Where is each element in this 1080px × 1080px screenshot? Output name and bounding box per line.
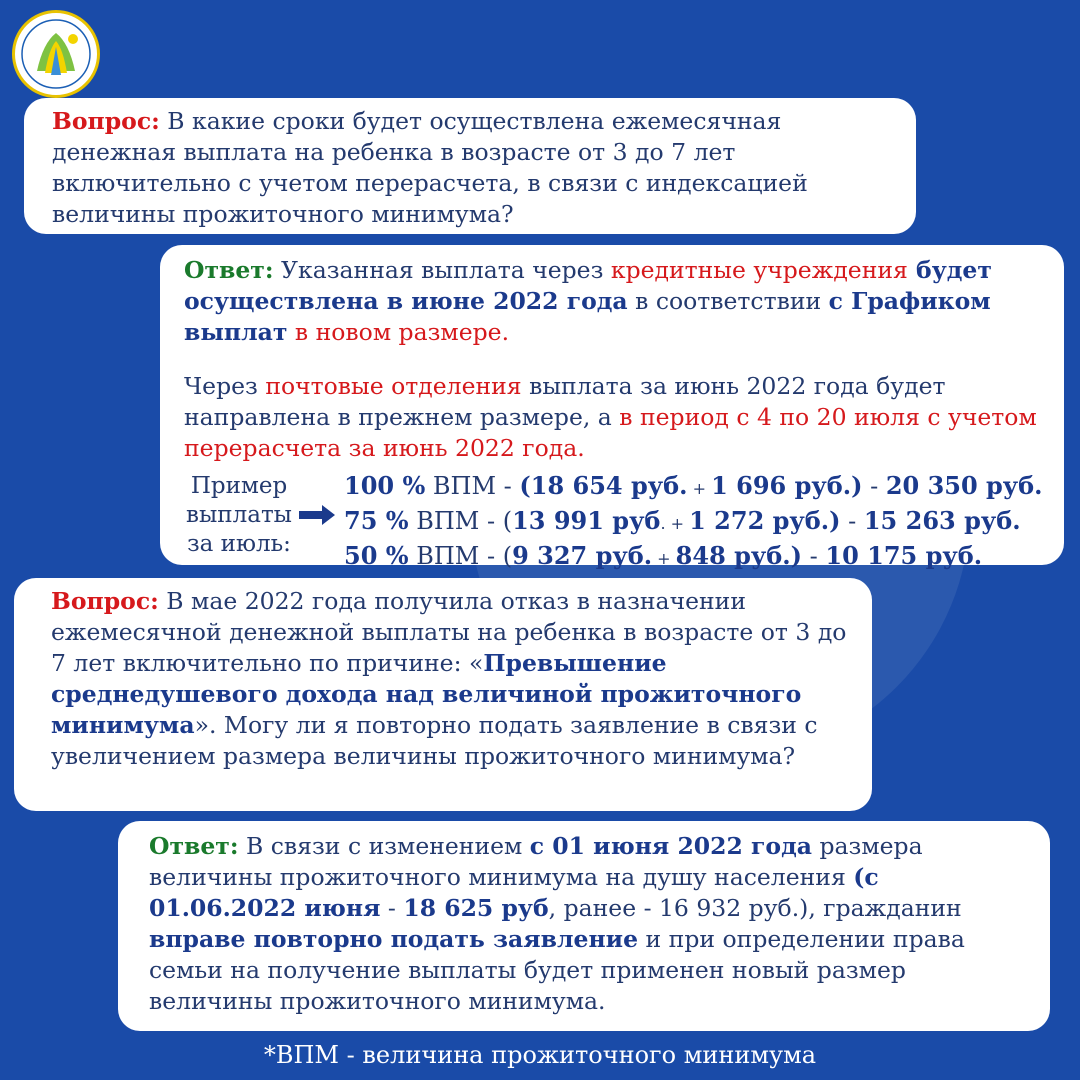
- answer-text: и при определении права семьи на получение выплаты будет применен новый размер величины прожиточного минимума.: [149, 925, 965, 1015]
- question-text: В мае 2022 года получила отказ в назначении ежемесячной денежной выплаты на ребенка в возрасте от 3 до 7 лет включительно по причине: «: [51, 587, 847, 677]
- answer-text: в соответствии: [627, 287, 829, 315]
- base-amount: 18 654 руб.: [530, 471, 688, 500]
- vpm-text: ВПМ -: [425, 472, 520, 500]
- increase-amount: 848 руб.: [675, 541, 791, 570]
- base-amount: 9 327 руб.: [512, 541, 653, 570]
- highlight-post-offices: почтовые отделения: [265, 372, 522, 400]
- increase-amount: 1 696 руб.: [711, 471, 852, 500]
- bold-right-to-reapply: вправе повторно подать заявление: [149, 925, 639, 953]
- paren-close: ): [851, 471, 863, 500]
- base-amount: 13 991 руб: [512, 506, 661, 535]
- example-lines: [344, 470, 1043, 575]
- question-text: В какие сроки будет осуществлена ежемесячная денежная выплата на ребенка в возрасте от 3 до 7 лет включительно с учетом перерасчета, в связи с индексацией величины прожиточного минимума?: [52, 107, 808, 228]
- bold-schedule: с Графиком выплат: [184, 287, 991, 346]
- answer-text: Указанная выплата через: [273, 256, 611, 284]
- answer-label: Ответ:: [184, 256, 274, 284]
- example-label: Пример выплаты за июль:: [186, 473, 292, 557]
- paren-close: ): [829, 506, 841, 535]
- answer-label: Ответ:: [149, 832, 239, 860]
- highlight-new-amount: в новом размере.: [287, 318, 510, 346]
- answer-text: Через: [184, 372, 266, 400]
- organization-logo: [12, 10, 100, 98]
- answer-text: -: [380, 894, 404, 922]
- dash: -: [802, 542, 826, 570]
- vpm-text: ВПМ -: [408, 542, 503, 570]
- question-card-1: [24, 98, 916, 234]
- plus-sign: +: [687, 479, 712, 498]
- percent-value: 75 %: [344, 506, 409, 535]
- highlight-july-period: в период с 4 по 20 июля с учетом перерасчета за июнь 2022 года.: [184, 403, 1037, 462]
- payment-example: [184, 470, 1044, 570]
- example-line-100: [344, 470, 1043, 505]
- paren-open: (: [502, 542, 513, 570]
- percent-value: 50 %: [344, 541, 409, 570]
- total-amount: 20 350 руб.: [885, 471, 1043, 500]
- total-amount: 15 263 руб.: [863, 506, 1021, 535]
- bold-refusal-reason: Превышение среднедушевого дохода над величиной прожиточного минимума: [51, 649, 802, 739]
- answer-text: выплата за июнь 2022 года будет направлена в прежнем размере, а: [184, 372, 946, 431]
- paren-close: ): [790, 541, 802, 570]
- bold-june-2022: будет осуществлена в июне 2022 года: [184, 256, 992, 315]
- vpm-text: ВПМ -: [408, 507, 503, 535]
- example-line-75: [344, 505, 1043, 540]
- total-amount: 10 175 руб.: [825, 541, 983, 570]
- arrow-right-icon: [298, 504, 336, 526]
- question-label: Вопрос:: [52, 107, 160, 135]
- answer-card-2: [118, 821, 1050, 1031]
- footnote: *ВПМ - величина прожиточного минимума: [263, 1041, 817, 1069]
- plus-sign: . +: [660, 514, 690, 533]
- plus-sign: +: [652, 549, 676, 568]
- question-text: ». Могу ли я повторно подать заявление в связи с увеличением размера величины прожиточного минимума?: [51, 711, 818, 770]
- dash: -: [862, 472, 886, 500]
- question-card-2: [14, 578, 872, 811]
- answer-paragraph-2: [184, 371, 1044, 464]
- answer-text: , ранее - 16 932 руб.), гражданин: [548, 894, 962, 922]
- answer-card-1: [160, 245, 1064, 570]
- answer-text: размера величины прожиточного минимума на душу населения: [149, 832, 923, 891]
- paren-open: (: [502, 507, 513, 535]
- bold-date: с 01 июня 2022 года: [529, 832, 812, 860]
- dash: -: [840, 507, 864, 535]
- bold-new-amount: 18 625 руб: [403, 894, 549, 922]
- bold-date-range: (с 01.06.2022 июня: [149, 863, 879, 922]
- logo-emblem-icon: [15, 13, 97, 95]
- increase-amount: 1 272 руб.: [689, 506, 830, 535]
- highlight-credit-institutions: кредитные учреждения: [610, 256, 908, 284]
- question-label: Вопрос:: [51, 587, 159, 615]
- paren-open: (: [519, 471, 531, 500]
- example-line-50: [344, 540, 1043, 575]
- percent-value: 100 %: [344, 471, 426, 500]
- answer-text: В связи с изменением: [238, 832, 530, 860]
- answer-paragraph-1: [184, 255, 1044, 348]
